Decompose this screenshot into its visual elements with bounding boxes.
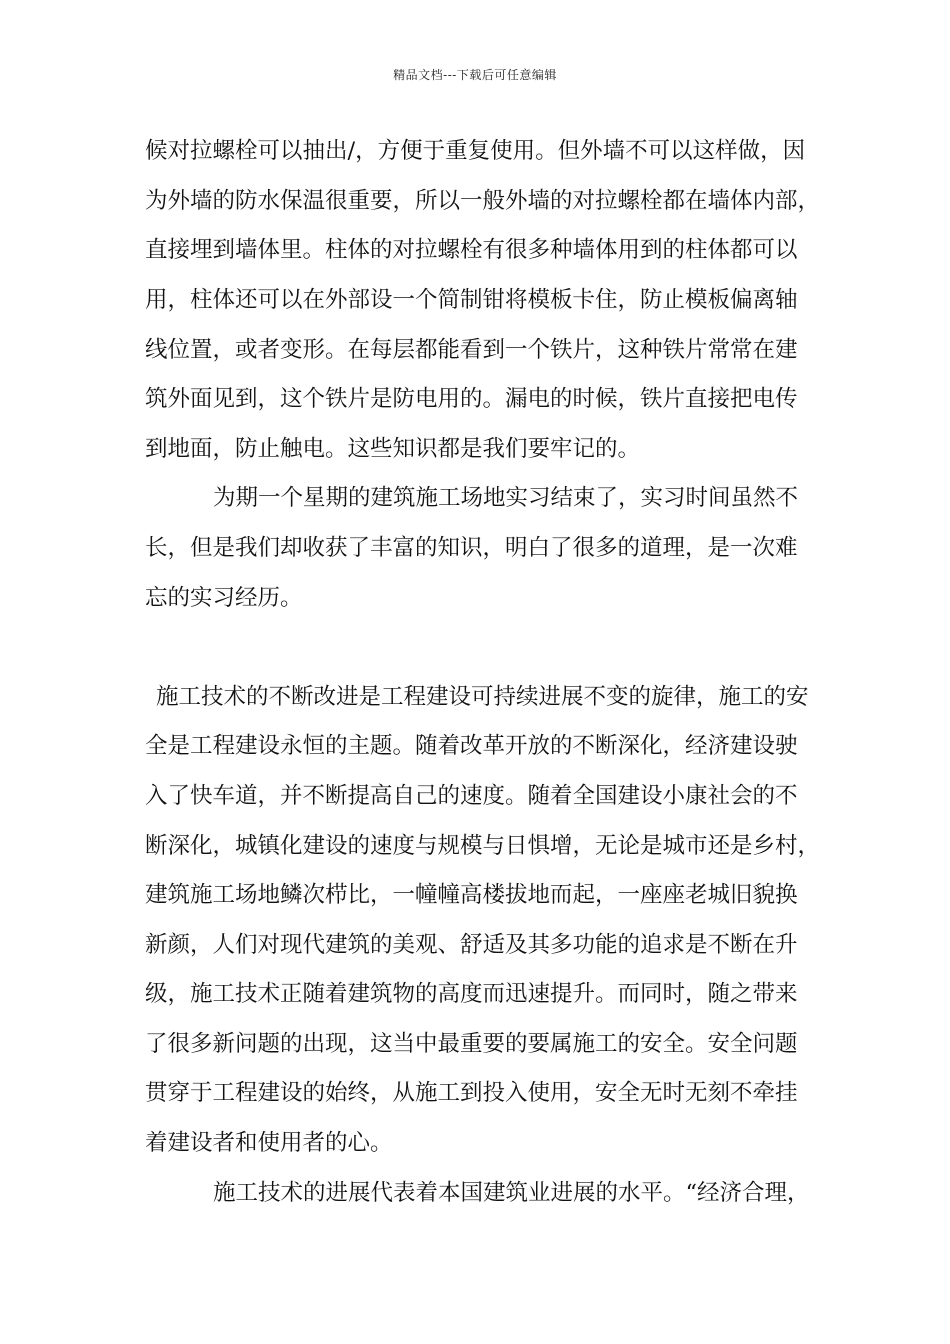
text-line: 为期一个星期的建筑施工场地实习结束了，实习时间虽然不 xyxy=(213,485,799,511)
text-line: 着建设者和使用者的心。 xyxy=(145,1130,393,1156)
text-line: 全是工程建设永恒的主题。随着改革开放的不断深化，经济建设驶 xyxy=(145,733,798,759)
text-line: 忘的实习经历。 xyxy=(145,585,303,611)
text-line: 施工技术的不断改进是工程建设可持续进展不变的旋律，施工的安 xyxy=(156,684,809,710)
text-line: 用，柱体还可以在外部设一个简制钳将模板卡住，防止模板偏离轴 xyxy=(145,287,798,313)
text-line: 新颜，人们对现代建筑的美观、舒适及其多功能的追求是不断在升 xyxy=(145,932,798,958)
page-header: 精品文档---下载后可任意编辑 xyxy=(393,68,557,82)
text-line: 贯穿于工程建设的始终，从施工到投入使用，安全无时无刻不牵挂 xyxy=(145,1080,798,1106)
text-line: 到地面，防止触电。这些知识都是我们要牢记的。 xyxy=(145,436,641,462)
text-line: 为外墙的防水保温很重要，所以一般外墙的对拉螺栓都在墙体内部， xyxy=(145,188,821,214)
text-line: 候对拉螺栓可以抽出/，方便于重复使用。但外墙不可以这样做，因 xyxy=(145,138,806,164)
text-line: 线位置，或者变形。在每层都能看到一个铁片，这种铁片常常在建 xyxy=(145,337,798,363)
text-line: 长，但是我们却收获了丰富的知识，明白了很多的道理，是一次难 xyxy=(145,535,798,561)
text-line: 了很多新问题的出现，这当中最重要的要属施工的安全。安全问题 xyxy=(145,1031,798,1057)
text-line: 入了快车道，并不断提高自己的速度。随着全国建设小康社会的不 xyxy=(145,783,798,809)
text-line: 施工技术的进展代表着本国建筑业进展的水平。“经济合理， xyxy=(213,1180,810,1206)
text-line: 直接埋到墙体里。柱体的对拉螺栓有很多种墙体用到的柱体都可以 xyxy=(145,237,798,263)
text-line: 建筑施工场地鳞次栉比，一幢幢高楼拔地而起，一座座老城旧貌换 xyxy=(145,882,798,908)
text-line: 筑外面见到，这个铁片是防电用的。漏电的时候，铁片直接把电传 xyxy=(145,386,798,412)
text-line: 级，施工技术正随着建筑物的高度而迅速提升。而同时，随之带来 xyxy=(145,981,798,1007)
text-line: 断深化，城镇化建设的速度与规模与日惧增，无论是城市还是乡村， xyxy=(145,833,821,859)
